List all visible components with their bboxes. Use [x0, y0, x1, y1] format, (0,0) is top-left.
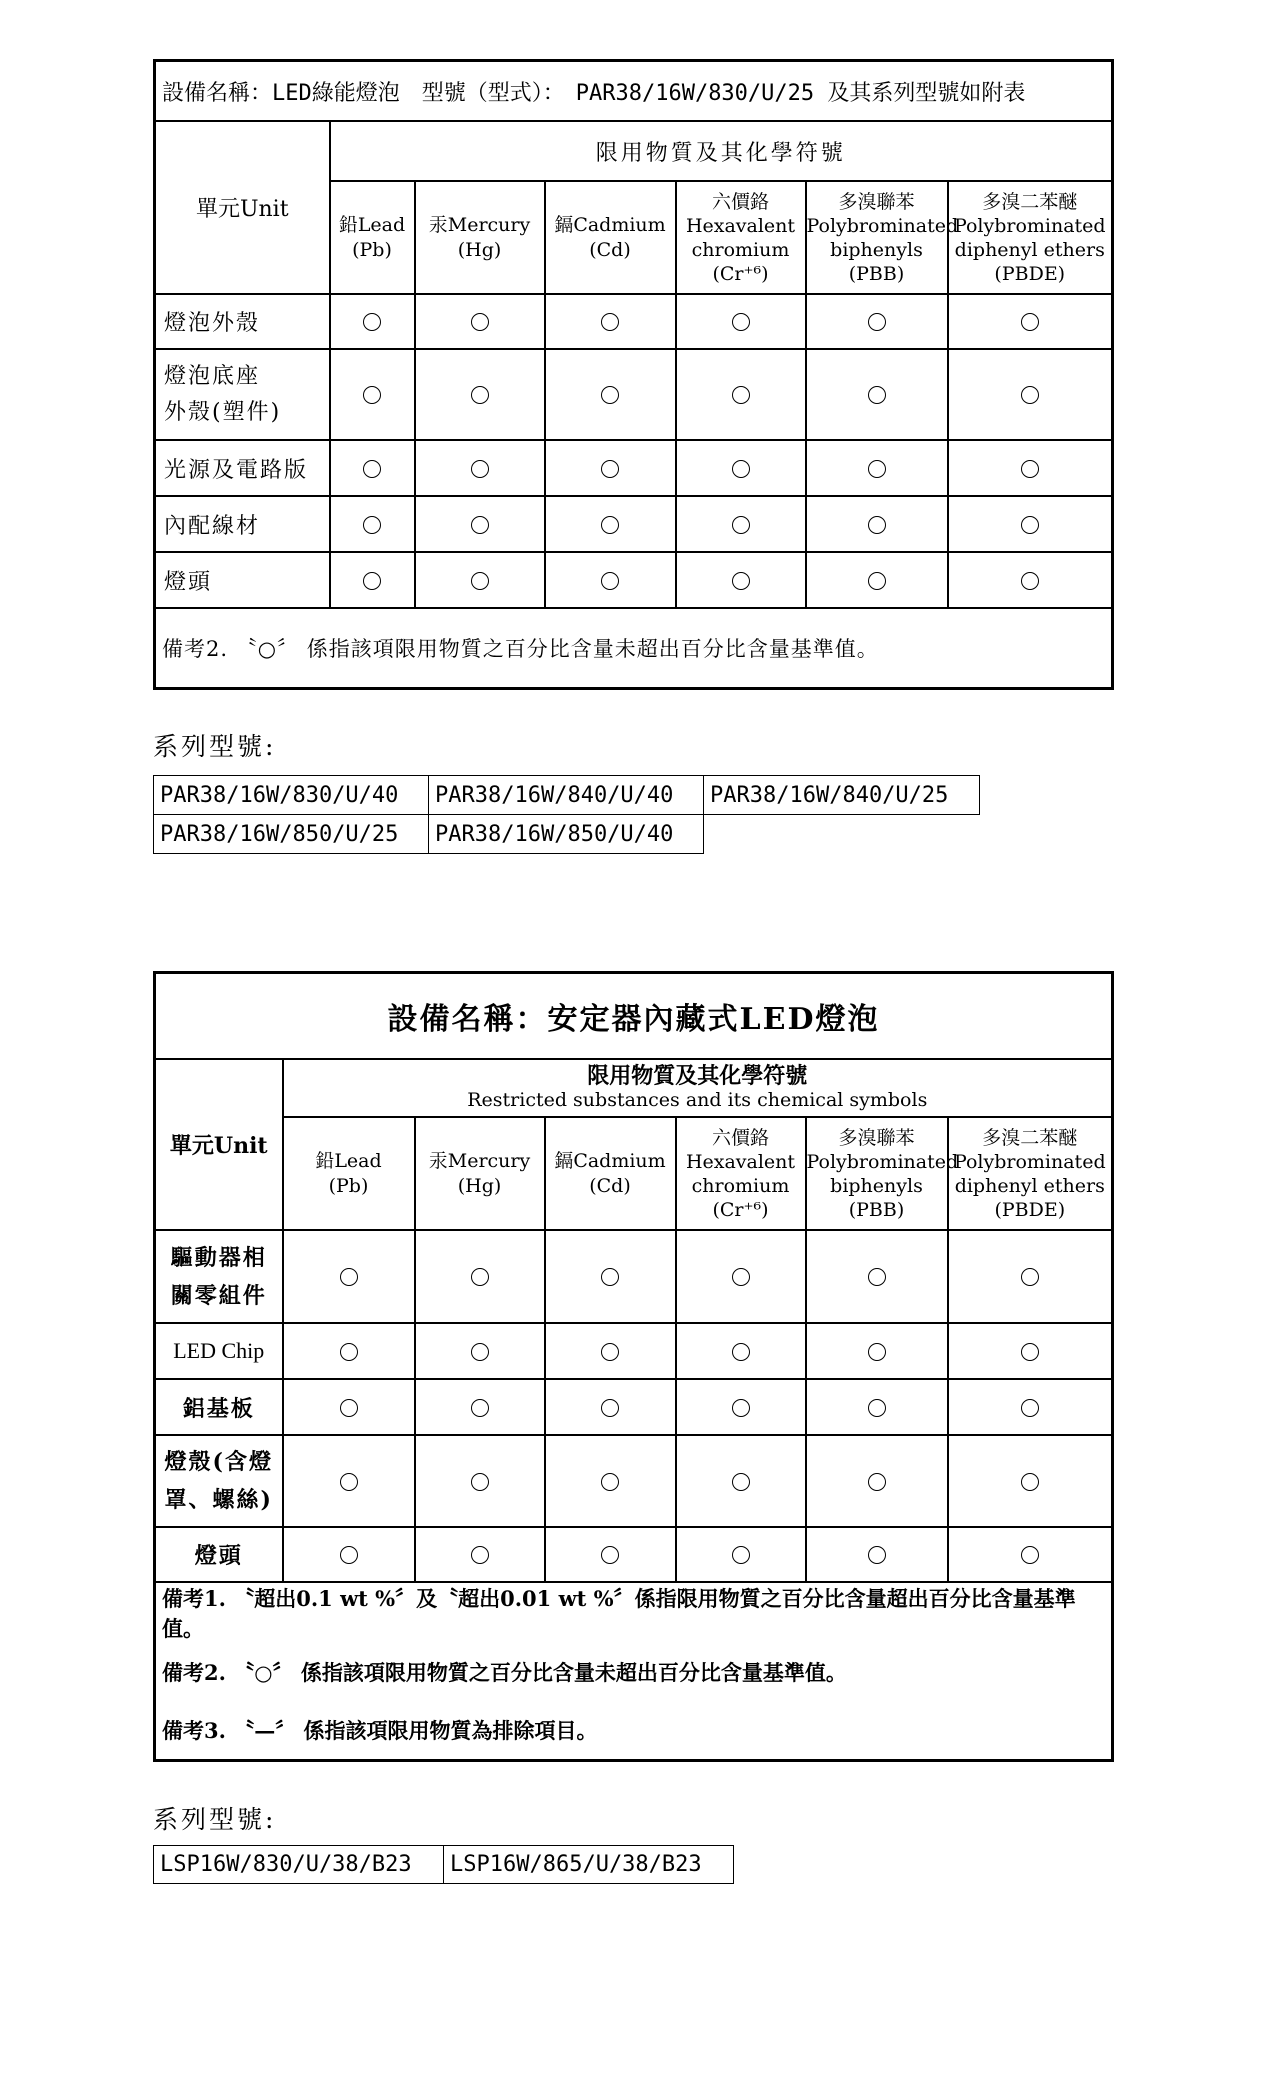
- mark-cell: [415, 496, 545, 552]
- circle-mark-icon: [363, 386, 381, 404]
- circle-mark-icon: [1021, 460, 1039, 478]
- circle-mark-icon: [601, 460, 619, 478]
- circle-mark-icon: [1021, 572, 1039, 590]
- circle-mark-icon: [1021, 1268, 1039, 1286]
- mark-cell: [283, 1323, 415, 1379]
- series-models-title: 系列型號:: [153, 1805, 277, 1834]
- circle-mark-icon: [868, 460, 886, 478]
- circle-mark-icon: [1021, 1343, 1039, 1361]
- substance-header-pbde: 多溴二苯醚 Polybrominated diphenyl ethers (PBDE): [948, 181, 1113, 294]
- mark-cell: [415, 552, 545, 608]
- circle-mark-icon: [471, 1343, 489, 1361]
- mark-cell: [545, 552, 676, 608]
- circle-mark-icon: [471, 1268, 489, 1286]
- mark-cell: [283, 1230, 415, 1323]
- table-row: [155, 1379, 1113, 1435]
- mark-cell: [948, 552, 1113, 608]
- mark-cell: [330, 349, 415, 440]
- mark-cell: [330, 440, 415, 496]
- mark-cell: [415, 1379, 545, 1435]
- mark-cell: [948, 1435, 1113, 1527]
- circle-mark-icon: [1021, 386, 1039, 404]
- mark-cell: [283, 1435, 415, 1527]
- mark-cell: [283, 1379, 415, 1435]
- substance-header-lead: 鉛Lead (Pb): [330, 181, 415, 294]
- mark-cell: [676, 1527, 806, 1582]
- circle-mark-icon: [471, 1473, 489, 1491]
- circle-mark-icon: [868, 1473, 886, 1491]
- circle-mark-icon: [1021, 313, 1039, 331]
- mark-cell: [676, 552, 806, 608]
- mark-cell: [948, 1379, 1113, 1435]
- circle-mark-icon: [732, 1343, 750, 1361]
- circle-mark-icon: [732, 1546, 750, 1564]
- mark-cell: [545, 349, 676, 440]
- circle-mark-icon: [363, 516, 381, 534]
- mark-cell: [545, 1379, 676, 1435]
- row-label: 燈殼(含燈 罩、螺絲): [155, 1435, 283, 1527]
- circle-mark-icon: [471, 572, 489, 590]
- mark-cell: [415, 294, 545, 349]
- table-row: [155, 496, 1113, 552]
- table-row: [155, 1527, 1113, 1582]
- mark-cell: [545, 1323, 676, 1379]
- circle-mark-icon: [471, 460, 489, 478]
- mark-cell: [948, 1323, 1113, 1379]
- circle-mark-icon: [340, 1473, 358, 1491]
- mark-cell: [415, 1527, 545, 1582]
- circle-mark-icon: [732, 460, 750, 478]
- substance-header-cadmium: 鎘Cadmium (Cd): [545, 181, 676, 294]
- table-row: [155, 294, 1113, 349]
- circle-mark-icon: [868, 572, 886, 590]
- mark-cell: [948, 349, 1113, 440]
- circle-mark-icon: [732, 572, 750, 590]
- substance-header-mercury: 汞Mercury (Hg): [415, 1117, 545, 1230]
- mark-cell: [415, 1435, 545, 1527]
- mark-cell: [545, 1527, 676, 1582]
- remark-note: 備考2. 〝○〞 係指該項限用物質之百分比含量未超出百分比含量基準值。: [155, 1643, 1113, 1701]
- circle-mark-icon: [471, 1399, 489, 1417]
- remark-note: 備考1. 〝超出0.1 wt %〞及〝超出0.01 wt %〞係指限用物質之百分比含量超出百分比含量基準值。: [155, 1582, 1113, 1643]
- restricted-substances-header: 限用物質及其化學符號: [330, 121, 1113, 181]
- mark-cell: [676, 1323, 806, 1379]
- mark-cell: [415, 440, 545, 496]
- rohs-table-2: [153, 971, 1114, 1762]
- row-label: LED Chip: [155, 1323, 283, 1379]
- unit-header: 單元Unit: [155, 121, 330, 294]
- remark-note: 備考2. 〝○〞 係指該項限用物質之百分比含量未超出百分比含量基準值。: [155, 608, 1113, 689]
- series-models-table-1: [153, 775, 980, 854]
- mark-cell: [676, 349, 806, 440]
- mark-cell: [283, 1527, 415, 1582]
- model-cell: LSP16W/830/U/38/B23: [154, 1846, 444, 1884]
- substance-header-hexavalent-chromium: 六價鉻 Hexavalent chromium (Cr⁺⁶): [676, 1117, 806, 1230]
- table-row: [155, 552, 1113, 608]
- mark-cell: [948, 496, 1113, 552]
- mark-cell: [330, 552, 415, 608]
- circle-mark-icon: [732, 313, 750, 331]
- mark-cell: [545, 440, 676, 496]
- model-cell: LSP16W/865/U/38/B23: [444, 1846, 734, 1884]
- model-cell: PAR38/16W/850/U/40: [429, 815, 704, 854]
- table-row: [155, 1435, 1113, 1527]
- series-models-table-2: [153, 1845, 734, 1884]
- mark-cell: [948, 1527, 1113, 1582]
- circle-mark-icon: [601, 516, 619, 534]
- circle-mark-icon: [601, 1268, 619, 1286]
- row-label: 光源及電路版: [155, 440, 330, 496]
- substance-header-lead: 鉛Lead (Pb): [283, 1117, 415, 1230]
- mark-cell: [415, 1230, 545, 1323]
- circle-mark-icon: [471, 1546, 489, 1564]
- mark-cell: [948, 1230, 1113, 1323]
- equipment-title: 設備名稱：LED綠能燈泡 型號（型式）： PAR38/16W/830/U/25 及其系列型號如附表: [155, 61, 1113, 122]
- mark-cell: [545, 496, 676, 552]
- model-cell: PAR38/16W/840/U/40: [429, 776, 704, 815]
- table-row: [155, 440, 1113, 496]
- mark-cell: [676, 1435, 806, 1527]
- circle-mark-icon: [601, 1399, 619, 1417]
- mark-cell: [676, 1230, 806, 1323]
- circle-mark-icon: [601, 1343, 619, 1361]
- model-cell: PAR38/16W/830/U/40: [154, 776, 429, 815]
- substance-header-cadmium: 鎘Cadmium (Cd): [545, 1117, 676, 1230]
- mark-cell: [948, 294, 1113, 349]
- circle-mark-icon: [868, 386, 886, 404]
- mark-cell: [545, 1435, 676, 1527]
- table-row: [155, 349, 1113, 440]
- mark-cell: [676, 294, 806, 349]
- circle-mark-icon: [471, 516, 489, 534]
- circle-mark-icon: [363, 313, 381, 331]
- circle-mark-icon: [732, 386, 750, 404]
- table-row: [155, 1323, 1113, 1379]
- circle-mark-icon: [868, 1546, 886, 1564]
- remark-note: 備考3. 〝—〞 係指該項限用物質為排除項目。: [155, 1701, 1113, 1761]
- circle-mark-icon: [363, 572, 381, 590]
- mark-cell: [545, 1230, 676, 1323]
- circle-mark-icon: [601, 572, 619, 590]
- circle-mark-icon: [471, 386, 489, 404]
- substance-header-hexavalent-chromium: 六價鉻 Hexavalent chromium (Cr⁺⁶): [676, 181, 806, 294]
- circle-mark-icon: [868, 313, 886, 331]
- mark-cell: [948, 440, 1113, 496]
- mark-cell: [806, 440, 948, 496]
- unit-header: 單元Unit: [155, 1059, 283, 1230]
- table-row: [155, 1230, 1113, 1323]
- mark-cell: [676, 440, 806, 496]
- circle-mark-icon: [601, 1546, 619, 1564]
- circle-mark-icon: [340, 1268, 358, 1286]
- mark-cell: [806, 1527, 948, 1582]
- circle-mark-icon: [732, 1268, 750, 1286]
- circle-mark-icon: [601, 1473, 619, 1491]
- circle-mark-icon: [363, 460, 381, 478]
- row-label: 燈泡底座 外殼(塑件): [155, 349, 330, 440]
- row-label: 驅動器相 關零組件: [155, 1230, 283, 1323]
- substance-header-pbde: 多溴二苯醚 Polybrominated diphenyl ethers (PBDE): [948, 1117, 1113, 1230]
- mark-cell: [806, 552, 948, 608]
- circle-mark-icon: [732, 516, 750, 534]
- circle-mark-icon: [1021, 1399, 1039, 1417]
- restricted-substances-header: 限用物質及其化學符號 Restricted substances and its chemical symbols: [283, 1059, 1113, 1117]
- row-label: 燈泡外殼: [155, 294, 330, 349]
- circle-mark-icon: [601, 313, 619, 331]
- model-cell: PAR38/16W/840/U/25: [704, 776, 980, 815]
- mark-cell: [806, 294, 948, 349]
- mark-cell: [330, 496, 415, 552]
- row-label: 鋁基板: [155, 1379, 283, 1435]
- mark-cell: [806, 1230, 948, 1323]
- circle-mark-icon: [868, 1399, 886, 1417]
- circle-mark-icon: [340, 1399, 358, 1417]
- circle-mark-icon: [340, 1343, 358, 1361]
- circle-mark-icon: [601, 386, 619, 404]
- circle-mark-icon: [732, 1399, 750, 1417]
- mark-cell: [806, 496, 948, 552]
- row-label: 內配線材: [155, 496, 330, 552]
- circle-mark-icon: [1021, 1473, 1039, 1491]
- circle-mark-icon: [1021, 516, 1039, 534]
- mark-cell: [415, 1323, 545, 1379]
- equipment-title: 設備名稱：安定器內藏式LED燈泡: [155, 973, 1113, 1060]
- model-cell: PAR38/16W/850/U/25: [154, 815, 429, 854]
- series-models-title: 系列型號:: [153, 732, 277, 761]
- circle-mark-icon: [868, 1268, 886, 1286]
- mark-cell: [545, 294, 676, 349]
- substance-header-pbb: 多溴聯苯 Polybrominated biphenyls (PBB): [806, 181, 948, 294]
- mark-cell: [806, 1379, 948, 1435]
- mark-cell: [676, 1379, 806, 1435]
- mark-cell: [415, 349, 545, 440]
- mark-cell: [330, 294, 415, 349]
- rohs-table-1: [153, 59, 1114, 690]
- row-label: 燈頭: [155, 1527, 283, 1582]
- circle-mark-icon: [471, 313, 489, 331]
- mark-cell: [806, 1323, 948, 1379]
- substance-header-pbb: 多溴聯苯 Polybrominated biphenyls (PBB): [806, 1117, 948, 1230]
- substance-header-mercury: 汞Mercury (Hg): [415, 181, 545, 294]
- mark-cell: [806, 349, 948, 440]
- circle-mark-icon: [868, 516, 886, 534]
- row-label: 燈頭: [155, 552, 330, 608]
- circle-mark-icon: [732, 1473, 750, 1491]
- mark-cell: [806, 1435, 948, 1527]
- circle-mark-icon: [340, 1546, 358, 1564]
- empty-cell: [704, 815, 980, 854]
- circle-mark-icon: [1021, 1546, 1039, 1564]
- circle-mark-icon: [868, 1343, 886, 1361]
- mark-cell: [676, 496, 806, 552]
